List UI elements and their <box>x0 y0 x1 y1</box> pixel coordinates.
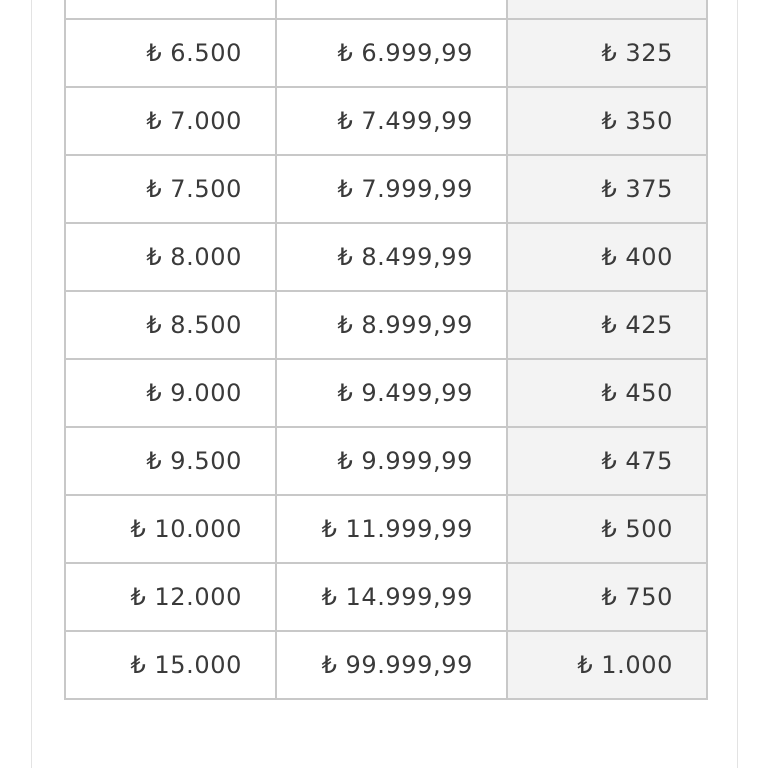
cell-value: 9.000 <box>170 379 242 407</box>
cell-fee <box>507 19 707 87</box>
cell-to <box>276 291 507 359</box>
cell-from <box>65 0 276 19</box>
cell-value: 7.999,99 <box>361 175 473 203</box>
currency-symbol: ₺ <box>601 39 618 67</box>
cell-value: 750 <box>625 583 673 611</box>
cell-to <box>276 495 507 563</box>
table-row <box>65 495 707 563</box>
cell-to <box>276 223 507 291</box>
currency-symbol: ₺ <box>601 447 618 475</box>
cell-value: 8.999,99 <box>361 311 473 339</box>
currency-symbol: ₺ <box>146 447 163 475</box>
cell-value: 7.499,99 <box>361 107 473 135</box>
currency-symbol: ₺ <box>601 243 618 271</box>
cell-fee <box>507 87 707 155</box>
cell-to <box>276 87 507 155</box>
cell-value: 400 <box>625 243 673 271</box>
cell-value: 10.000 <box>154 515 242 543</box>
currency-symbol: ₺ <box>601 379 618 407</box>
cell-fee <box>507 359 707 427</box>
currency-symbol: ₺ <box>601 583 618 611</box>
currency-symbol: ₺ <box>337 107 354 135</box>
table-row <box>65 223 707 291</box>
table-row <box>65 631 707 699</box>
cell-from <box>65 359 276 427</box>
cell-fee <box>507 631 707 699</box>
cell-fee <box>507 291 707 359</box>
cell-fee <box>507 155 707 223</box>
currency-symbol: ₺ <box>321 515 338 543</box>
cell-to <box>276 19 507 87</box>
cell-from <box>65 223 276 291</box>
cell-to <box>276 155 507 223</box>
cell-from <box>65 631 276 699</box>
cell-to <box>276 631 507 699</box>
currency-symbol: ₺ <box>130 651 147 679</box>
cell-value: 9.499,99 <box>361 379 473 407</box>
cell-from <box>65 291 276 359</box>
currency-symbol: ₺ <box>337 243 354 271</box>
cell-value: 14.999,99 <box>345 583 473 611</box>
cell-value: 8.500 <box>170 311 242 339</box>
card-border-left <box>31 0 32 768</box>
table-row <box>65 87 707 155</box>
cell-value: 7.500 <box>170 175 242 203</box>
table-row <box>65 427 707 495</box>
currency-symbol: ₺ <box>577 651 594 679</box>
currency-symbol: ₺ <box>337 447 354 475</box>
table-row <box>65 291 707 359</box>
currency-symbol: ₺ <box>130 583 147 611</box>
fee-table-body <box>65 0 707 699</box>
cell-value: 9.500 <box>170 447 242 475</box>
currency-symbol: ₺ <box>337 175 354 203</box>
currency-symbol: ₺ <box>601 175 618 203</box>
currency-symbol: ₺ <box>337 379 354 407</box>
table-row <box>65 359 707 427</box>
cell-value: 475 <box>625 447 673 475</box>
currency-symbol: ₺ <box>130 515 147 543</box>
currency-symbol: ₺ <box>146 379 163 407</box>
currency-symbol: ₺ <box>601 311 618 339</box>
cell-value: 8.000 <box>170 243 242 271</box>
cell-to <box>276 0 507 19</box>
card-border-right <box>737 0 738 768</box>
cell-value: 6.500 <box>170 39 242 67</box>
table-row <box>65 155 707 223</box>
table-row <box>65 0 707 19</box>
cell-value: 450 <box>625 379 673 407</box>
currency-symbol: ₺ <box>321 651 338 679</box>
cell-from <box>65 87 276 155</box>
cell-fee <box>507 427 707 495</box>
cell-from <box>65 563 276 631</box>
cell-to <box>276 427 507 495</box>
cell-value: 9.999,99 <box>361 447 473 475</box>
cell-fee <box>507 495 707 563</box>
currency-symbol: ₺ <box>337 311 354 339</box>
currency-symbol: ₺ <box>337 39 354 67</box>
cell-value: 6.999,99 <box>361 39 473 67</box>
cell-from <box>65 427 276 495</box>
cell-to <box>276 359 507 427</box>
cell-fee <box>507 563 707 631</box>
cell-value: 500 <box>625 515 673 543</box>
currency-symbol: ₺ <box>146 243 163 271</box>
cell-value: 350 <box>625 107 673 135</box>
fee-table <box>64 0 708 700</box>
cell-value: 325 <box>625 39 673 67</box>
cell-value: 7.000 <box>170 107 242 135</box>
cell-value: 375 <box>625 175 673 203</box>
currency-symbol: ₺ <box>146 311 163 339</box>
table-row <box>65 19 707 87</box>
currency-symbol: ₺ <box>146 39 163 67</box>
table-row <box>65 563 707 631</box>
cell-from <box>65 155 276 223</box>
cell-to <box>276 563 507 631</box>
cell-value: 1.000 <box>601 651 673 679</box>
currency-symbol: ₺ <box>321 583 338 611</box>
currency-symbol: ₺ <box>146 175 163 203</box>
cell-fee <box>507 223 707 291</box>
currency-symbol: ₺ <box>601 515 618 543</box>
cell-value: 11.999,99 <box>345 515 473 543</box>
cell-value: 15.000 <box>154 651 242 679</box>
currency-symbol: ₺ <box>146 107 163 135</box>
cell-from <box>65 495 276 563</box>
cell-value: 425 <box>625 311 673 339</box>
cell-value: 99.999,99 <box>345 651 473 679</box>
cell-fee <box>507 0 707 19</box>
currency-symbol: ₺ <box>601 107 618 135</box>
cell-from <box>65 19 276 87</box>
cell-value: 12.000 <box>154 583 242 611</box>
cell-value: 8.499,99 <box>361 243 473 271</box>
